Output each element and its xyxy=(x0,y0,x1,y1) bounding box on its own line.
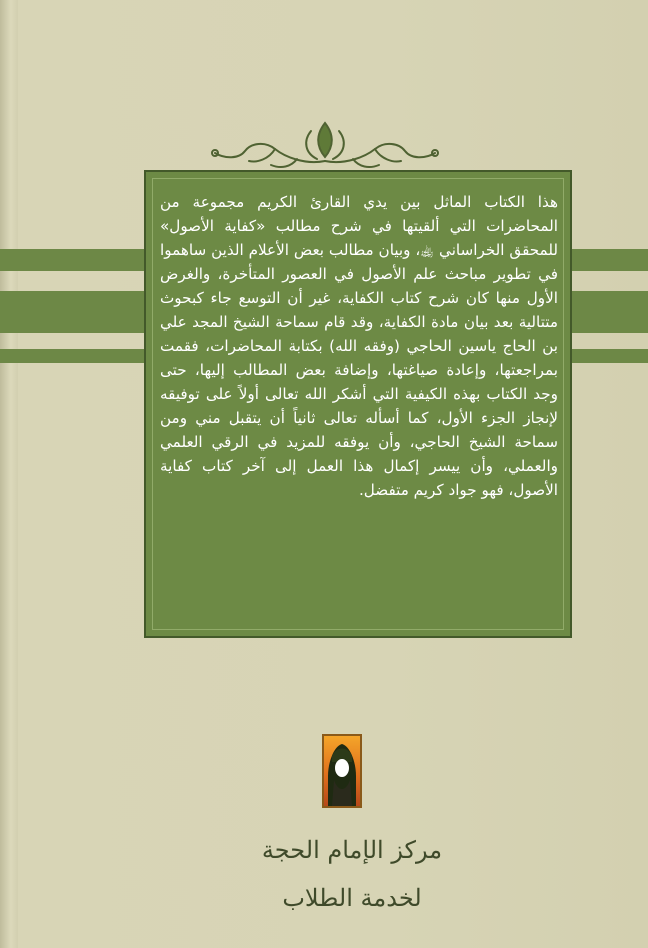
publisher-logo xyxy=(230,822,474,912)
spine-edge xyxy=(0,0,18,948)
portrait-image xyxy=(322,734,362,808)
description-text: هذا الكتاب الماثل بين يدي القارئ الكريم مجموعة من المحاضرات التي ألقيتها في شرح مطالب «كفاية الأصول» للمحقق الخراساني ﵀، وبيان مطالب بعض الأعلام الذين ساهموا في تطوير مباحث علم الأصول في العصور المتأخرة، والغرض الأول منها كان شرح كتاب الكفاية، غير أن التوسع جاء كبحوث متتالية بعد بيان مادة الكفاية، وقد قام سماحة الشيخ المجد علي بن الحاج ياسين الحاجي (وفقه الله) بكتابة المحاضرات، فقمت بمراجعتها، وإعادة صياغتها، وإضافة بعض المطالب إليها، حتى وجد الكتاب بهذه الكيفية التي أشكر الله تعالى أولاً على توفيقه لإنجاز الجزء الأول، كما أسأله تعالى ثانياً أن يتقبل مني ومن سماحة الشيخ الحاجي، وأن يوفقه للمزيد في الرقي العلمي والعملي، وأن ييسر إكمال هذا العمل إلى آخر كتاب كفاية الأصول، فهو جواد كريم متفضل. xyxy=(160,193,558,499)
publisher-logo-text: مركز الإمام الحجة لخدمة الطلاب xyxy=(261,836,443,912)
description-panel xyxy=(144,170,572,638)
veiled-figure-icon xyxy=(324,736,360,806)
floral-ornament xyxy=(205,115,445,175)
